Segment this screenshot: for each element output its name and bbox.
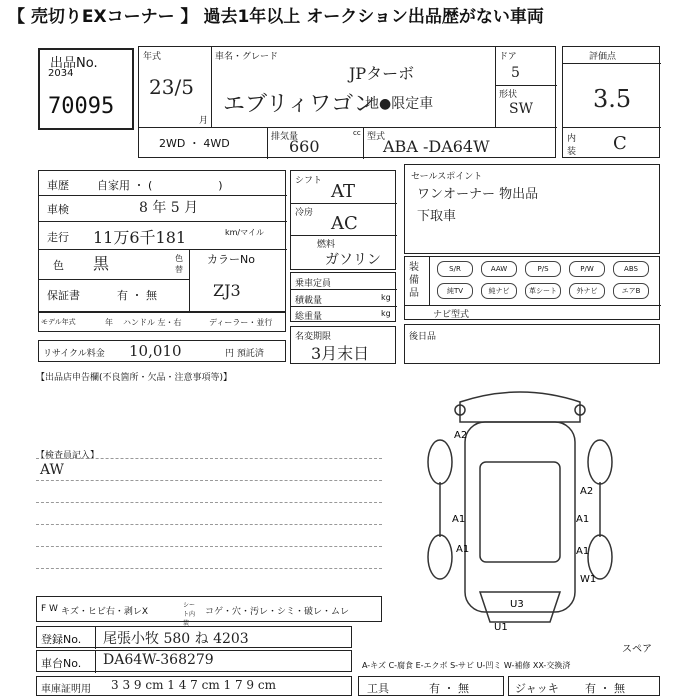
damage-label: A1 <box>456 544 470 555</box>
jack-label: ジャッキ <box>515 682 559 695</box>
sales-label: セールスポイント <box>411 172 483 182</box>
shift-value: AT <box>331 181 356 202</box>
reg-value: 自家用 ・ ( ) <box>97 179 223 192</box>
car-damage-diagram <box>420 382 620 632</box>
fuel-label: 燃料 <box>317 240 336 250</box>
recycle-label: リサイクル料金 <box>43 349 105 359</box>
banner-title: 【 売切りEXコーナー 】 過去1年以上 オークション出品歴がない車両 <box>0 0 700 34</box>
extras-block <box>404 324 660 364</box>
load-label: 積載量 <box>295 296 323 306</box>
chassis-value: DA64W-368279 <box>103 652 214 668</box>
mileage-value: 11万6千181 <box>93 228 187 247</box>
history-block <box>38 170 286 312</box>
equipment-block <box>404 256 660 320</box>
damage-label: A2 <box>580 486 594 497</box>
model-year-label: モデル年式 <box>41 318 76 326</box>
cc-label: cc <box>353 129 361 137</box>
bottom-damage-row <box>36 596 382 627</box>
damage-label: A1 <box>576 546 590 557</box>
tools-label: 工具 <box>367 682 389 695</box>
equip-pw: P/W <box>569 261 605 277</box>
color-change-label: 色替 <box>175 254 183 274</box>
doors-label: ドア <box>499 52 517 62</box>
score-value: 3.5 <box>593 85 632 113</box>
lot-number: 70095 <box>48 94 115 119</box>
jack-value: 有 ・ 無 <box>585 682 625 695</box>
lot-box <box>38 48 134 130</box>
sales-block <box>404 164 660 254</box>
spare-label: スペア <box>622 644 652 655</box>
ac-value: AC <box>331 213 358 234</box>
reg-value: 尾張小牧 580 ね 4203 <box>103 631 249 647</box>
ac-label: 冷房 <box>295 208 314 218</box>
damage-items: キズ・ヒビ右・剥レX <box>61 607 148 617</box>
damage-label: U1 <box>494 622 508 632</box>
seller-notes-label: 【出品店申告欄(不良箇所・欠品・注意事項等)】 <box>36 373 233 383</box>
chassis-label: 車台No. <box>41 657 82 670</box>
equip-ext-navi: 外ナビ <box>569 283 605 299</box>
specs-block <box>290 170 396 270</box>
equip-sr: S/R <box>437 261 473 277</box>
year-unit: 年 <box>105 318 113 327</box>
jack-row <box>508 676 660 696</box>
mileage-label: 走行 <box>47 231 69 244</box>
shape-value: SW <box>509 101 533 117</box>
seat-label: シート内装 <box>183 602 196 627</box>
equip-leather: 革シート <box>525 283 561 299</box>
model-value: ABA -DA64W <box>383 137 490 156</box>
chassis-row <box>36 650 352 672</box>
name-label: 車名・グレード <box>215 52 279 62</box>
inspection-value: 8 年 5 月 <box>139 200 199 216</box>
tools-row <box>358 676 504 696</box>
score-label: 評価点 <box>589 52 617 62</box>
fuel-value: ガソリン <box>325 252 381 268</box>
shape-label: 形状 <box>499 90 518 100</box>
front-label: F W <box>41 604 58 614</box>
name-change-block <box>290 326 396 364</box>
year-value: 23/5 <box>149 75 194 99</box>
inspector-note: AW <box>40 462 64 478</box>
load-kg: kg <box>381 293 391 302</box>
grade-note: 地●限定車 <box>365 96 434 112</box>
grade-value: JPターボ <box>349 64 415 83</box>
name-value: エブリィワゴン <box>223 92 376 117</box>
damage-label: W1 <box>580 574 597 585</box>
score-box <box>562 46 660 158</box>
interior-value: C <box>613 133 627 154</box>
equip-abs: ABS <box>613 261 649 277</box>
interior-label: 内装 <box>567 134 577 157</box>
model-label: 型式 <box>367 132 386 142</box>
equip-aw: AAW <box>481 261 517 277</box>
seat-items: コゲ・穴・汚レ・シミ・破レ・ムレ <box>205 607 350 617</box>
recycle-row <box>38 340 286 362</box>
name-change-label: 名変期限 <box>295 332 332 342</box>
year-label: 年式 <box>143 52 162 62</box>
model-year-row <box>38 312 286 332</box>
equip-tv: 純TV <box>437 283 473 299</box>
damage-label: A2 <box>454 430 468 441</box>
displacement-label: 排気量 <box>271 132 299 142</box>
navi-label: ナビ型式 <box>433 310 470 320</box>
month-mark: 月 <box>199 116 209 126</box>
recycle-value: 10,010 <box>129 342 182 360</box>
damage-label: A1 <box>452 514 466 525</box>
lot-label: 出品No. <box>50 56 98 71</box>
name-change-value: 3月末日 <box>311 344 370 363</box>
shift-label: シフト <box>295 176 323 186</box>
drive-options: 2WD ・ 4WD <box>159 137 230 150</box>
capacity-label: 乗車定員 <box>295 279 332 289</box>
colorno-label: カラーNo <box>207 253 255 266</box>
displacement-value: 660 <box>289 137 320 156</box>
equipment-label: 装備品 <box>409 262 419 299</box>
cert-label: 車庫証明用 <box>41 684 91 695</box>
dealer-label: ディーラー・並行 <box>209 318 273 327</box>
damage-label: U3 <box>510 599 524 610</box>
inspection-label: 車検 <box>47 203 69 216</box>
sales-line1: ワンオーナー 物出品 <box>417 187 539 202</box>
warranty-label: 保証書 <box>47 289 80 302</box>
inspector-label: 【検査員記入】 <box>36 451 100 461</box>
warranty-value: 有 ・ 無 <box>117 289 157 302</box>
equip-ps: P/S <box>525 261 561 277</box>
doors-value: 5 <box>511 65 520 81</box>
handle-label: ハンドル 左・右 <box>123 318 182 327</box>
weight-kg: kg <box>381 309 391 318</box>
sales-line2: 下取車 <box>417 209 457 224</box>
colorno-value: ZJ3 <box>213 281 241 300</box>
km-unit: km/マイル <box>225 228 264 237</box>
damage-legend: A-キズ C-腐食 E-エクボ S-サビ U-凹ミ W-補修 XX-交換済 <box>362 661 571 670</box>
color-label: 色 <box>53 259 64 272</box>
equip-navi: 純ナビ <box>481 283 517 299</box>
capacity-block <box>290 272 396 322</box>
weight-label: 総重量 <box>295 312 323 322</box>
color-value: 黒 <box>93 254 110 273</box>
extras-label: 後日品 <box>409 332 437 342</box>
damage-label: A1 <box>576 514 590 525</box>
reg-label: 車歴 <box>47 179 69 192</box>
recycle-unit: 円 預託済 <box>225 349 264 359</box>
cert-dims: 3 3 9 cm 1 4 7 cm 1 7 9 cm <box>111 678 276 692</box>
lot-sub: 2034 <box>48 68 74 79</box>
cert-row <box>36 676 352 696</box>
reg-row <box>36 626 352 648</box>
reg-label: 登録No. <box>41 633 82 646</box>
header-block <box>138 46 556 158</box>
tools-value: 有 ・ 無 <box>429 682 469 695</box>
equip-airbag: エアB <box>613 283 649 299</box>
